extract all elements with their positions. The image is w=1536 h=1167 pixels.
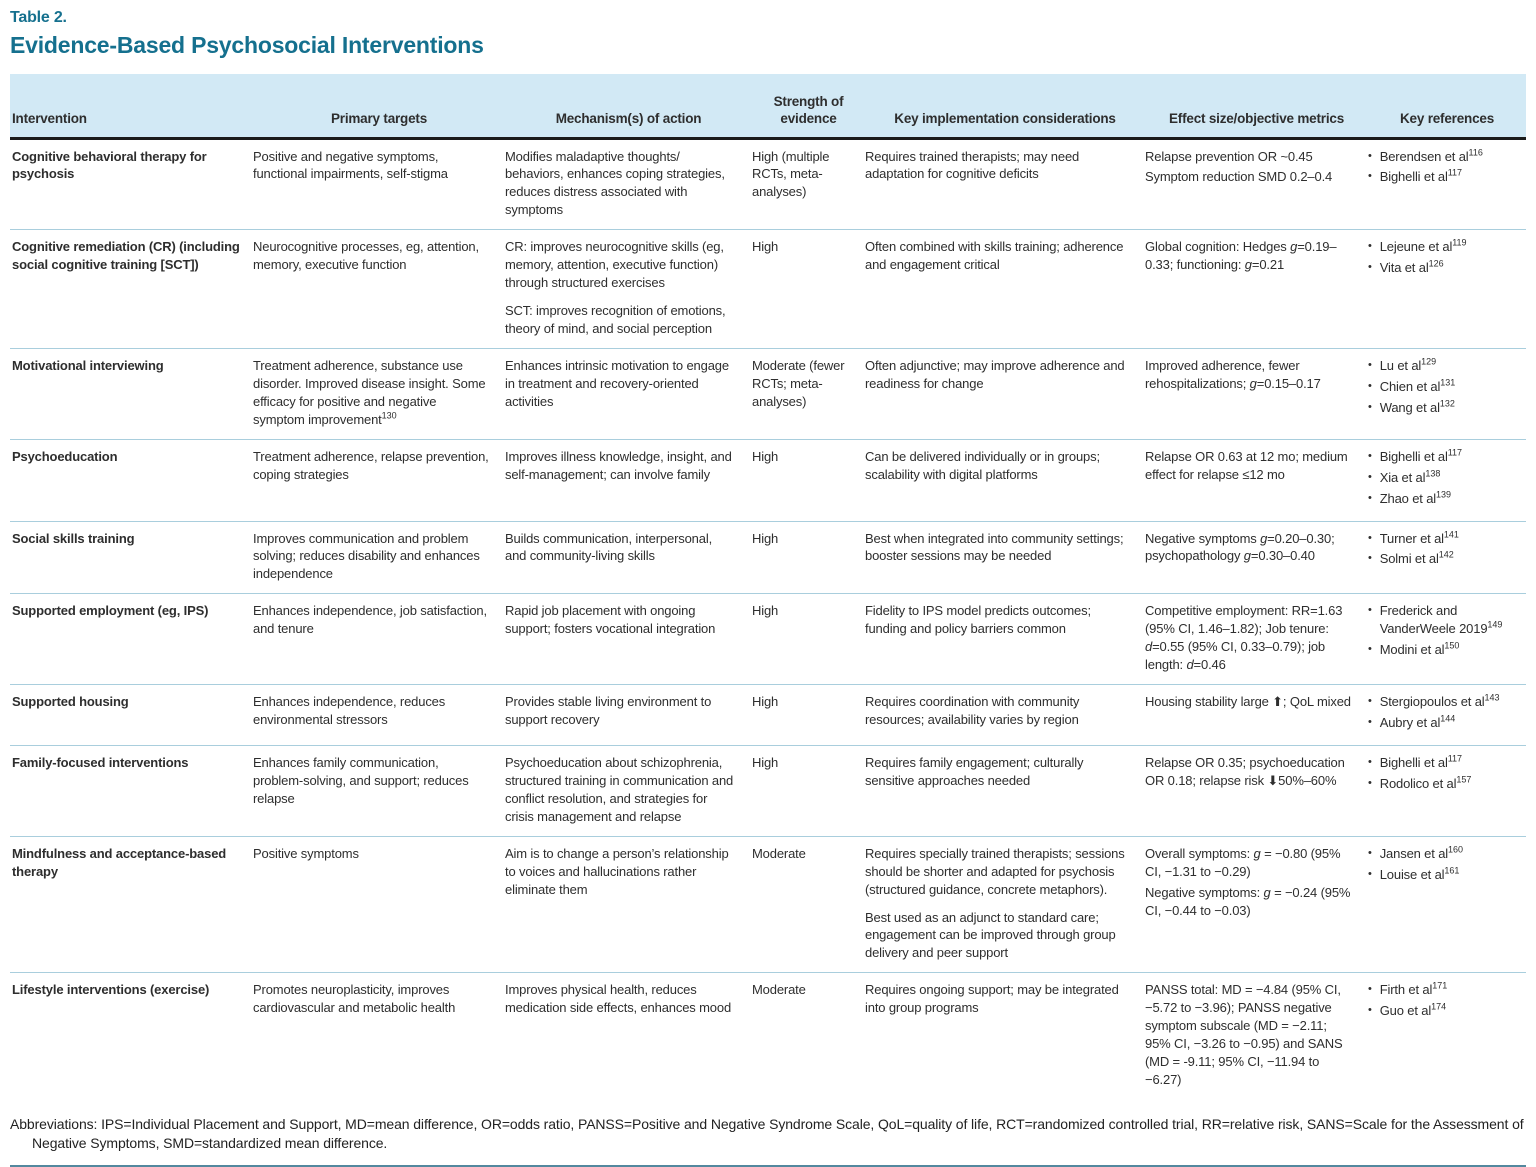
cell-strength-of-evidence-text: Moderate: [752, 845, 806, 861]
cell-mechanism-text: Builds communication, interpersonal, and community-living skills: [505, 530, 713, 564]
reference-item: [1368, 641, 1510, 659]
cell-implementation: [865, 973, 1145, 1099]
cell-effect-size: [1145, 348, 1368, 439]
cell-mechanism-text: CR: improves neurocognitive skills (eg, memory, attention, executive function) through structured exercises: [505, 239, 724, 291]
cell-primary-targets-text: Positive symptoms: [253, 845, 359, 861]
reference-item: [1368, 238, 1510, 256]
table-row: [10, 973, 1526, 1099]
cell-intervention-text: Cognitive remediation (CR) (including social cognitive training [SCT]): [12, 239, 240, 273]
bullet-icon: •: [1368, 240, 1372, 253]
cell-strength-of-evidence: [752, 745, 865, 836]
cell-key-references: [1368, 230, 1526, 349]
reference-text: Frederick and VanderWeele 2019$^{149}$: [1379, 603, 1503, 637]
column-header-3: Strength of evidence: [752, 74, 865, 138]
cell-effect-size-text: Symptom reduction SMD 0.2–0.4: [1145, 169, 1333, 185]
reference-item: [1368, 148, 1510, 166]
bullet-icon: •: [1368, 716, 1372, 729]
cell-mechanism: [505, 138, 752, 230]
reference-item: [1368, 469, 1510, 487]
cell-effect-size-text: Relapse OR 0.35; psychoeducation OR 0.18; relapse risk ⬇50%–60%: [1145, 754, 1345, 788]
cell-strength-of-evidence-text: High (multiple RCTs, meta-analyses): [752, 148, 830, 200]
cell-primary-targets: [253, 685, 505, 746]
cell-implementation: [865, 594, 1145, 685]
reference-item: [1368, 693, 1510, 711]
reference-item: [1368, 866, 1510, 884]
table-row: [10, 348, 1526, 439]
cell-primary-targets-text: Enhances independence, job satisfaction, and tenure: [253, 603, 487, 637]
reference-list: [1368, 602, 1510, 659]
cell-intervention-text: Psychoeducation: [12, 448, 118, 464]
cell-primary-targets: [253, 348, 505, 439]
cell-strength-of-evidence: [752, 230, 865, 349]
cell-mechanism: [505, 594, 752, 685]
cell-effect-size: [1145, 745, 1368, 836]
cell-implementation: [865, 348, 1145, 439]
cell-primary-targets: [253, 439, 505, 521]
reference-item: [1368, 754, 1510, 772]
reference-item: [1368, 714, 1510, 732]
bullet-icon: •: [1368, 643, 1372, 656]
cell-effect-size: [1145, 230, 1368, 349]
reference-text: Aubry et $al^{144}$: [1379, 713, 1456, 731]
cell-primary-targets: [253, 836, 505, 973]
cell-intervention: [10, 745, 253, 836]
cell-effect-size-text: Housing stability large ⬆; QoL mixed: [1145, 694, 1351, 710]
cell-effect-size-text: Improved adherence, fewer rehospitalizations; g=0.15–0.17: [1145, 357, 1321, 391]
reference-item: [1368, 530, 1510, 548]
reference-text: Chien et $al^{131}$: [1379, 377, 1456, 394]
reference-text: Wang et $al^{132}$: [1379, 398, 1455, 415]
cell-intervention: [10, 521, 253, 594]
cell-strength-of-evidence-text: Moderate: [752, 982, 806, 998]
cell-mechanism-text: Provides stable living environment to support recovery: [505, 694, 712, 728]
cell-primary-targets-text: Neurocognitive processes, eg, attention, memory, executive function: [253, 239, 479, 273]
cell-mechanism: [505, 439, 752, 521]
reference-text: Jansen et $al^{160}$: [1379, 844, 1464, 861]
cell-primary-targets-text: Enhances independence, reduces environmental stressors: [253, 694, 446, 728]
cell-strength-of-evidence-text: High: [752, 754, 779, 770]
cell-effect-size: [1145, 836, 1368, 973]
page-title: Evidence-Based Psychosocial Interventions: [10, 32, 484, 59]
reference-item: [1368, 168, 1510, 186]
cell-strength-of-evidence-text: Moderate (fewer RCTs; meta-analyses): [752, 357, 845, 409]
cell-mechanism-text: Psychoeducation about schizophrenia, structured training in communication and conflict resolution, and strategies for crisis management and relapse: [505, 754, 734, 824]
table-row: [10, 439, 1526, 521]
reference-item: [1368, 775, 1510, 793]
reference-item: [1368, 490, 1510, 508]
cell-intervention: [10, 685, 253, 746]
cell-implementation-text: Requires ongoing support; may be integrated into group programs: [865, 982, 1119, 1016]
bullet-icon: •: [1368, 846, 1372, 859]
cell-primary-targets: [253, 521, 505, 594]
cell-primary-targets: [253, 230, 505, 349]
cell-effect-size: [1145, 138, 1368, 230]
reference-list: [1368, 148, 1510, 187]
cell-mechanism: [505, 973, 752, 1099]
cell-intervention-text: Motivational interviewing: [12, 357, 164, 373]
reference-text: Rodolico et $al^{157}$: [1379, 774, 1472, 791]
bullet-icon: •: [1368, 379, 1372, 392]
cell-primary-targets-text: Promotes neuroplasticity, improves cardiovascular and metabolic health: [253, 982, 456, 1016]
reference-list: [1368, 693, 1510, 732]
reference-text: Solmi et $al^{142}$: [1379, 550, 1454, 567]
reference-item: [1368, 357, 1510, 375]
reference-item: [1368, 378, 1510, 396]
bullet-icon: •: [1368, 400, 1372, 413]
bullet-icon: •: [1368, 867, 1372, 880]
table-label: Table 2.: [10, 9, 67, 26]
cell-implementation-text: Requires coordination with community resources; availability varies by region: [865, 694, 1080, 728]
reference-text: Zhao et $al^{139}$: [1379, 489, 1452, 506]
cell-intervention-text: Family-focused interventions: [12, 754, 189, 770]
cell-intervention-text: Lifestyle interventions (exercise): [12, 982, 210, 998]
column-header-2: Mechanism(s) of action: [505, 74, 752, 138]
reference-text: Vita et $al^{126}$: [1379, 258, 1444, 276]
reference-text: Stergiopoulos et $al^{143}$: [1379, 692, 1500, 710]
bullet-icon: •: [1368, 1004, 1372, 1017]
column-header-1: Primary targets: [253, 74, 505, 138]
cell-strength-of-evidence: [752, 348, 865, 439]
cell-implementation-text: Fidelity to IPS model predicts outcomes; funding and policy barriers common: [865, 603, 1091, 637]
cell-intervention-text: Mindfulness and acceptance-based therapy: [12, 845, 227, 879]
cell-implementation: [865, 138, 1145, 230]
reference-list: [1368, 357, 1510, 417]
table-row: [10, 521, 1526, 594]
cell-intervention-text: Supported housing: [12, 694, 129, 710]
cell-effect-size-text: Relapse OR 0.63 at 12 mo; medium effect for relapse ≤12 mo: [1145, 448, 1348, 482]
cell-key-references: [1368, 745, 1526, 836]
cell-implementation-text: Can be delivered individually or in groups; scalability with digital platforms: [865, 448, 1100, 482]
cell-implementation-text: Best when integrated into community settings; booster sessions may be needed: [865, 530, 1124, 564]
cell-primary-targets-text: Improves communication and problem solving; reduces disability and enhances independence: [253, 530, 480, 582]
cell-implementation: [865, 439, 1145, 521]
reference-list: [1368, 238, 1510, 277]
cell-key-references: [1368, 685, 1526, 746]
cell-implementation: [865, 745, 1145, 836]
cell-intervention: [10, 836, 253, 973]
cell-mechanism: [505, 836, 752, 973]
cell-primary-targets-text: Treatment adherence, relapse prevention, coping strategies: [253, 448, 489, 482]
footnote: Abbreviations: IPS=Individual Placement and Support, MD=mean difference, OR=odds ratio, PANSS=Positive and Negative Syndrome Scale, QoL=quality of life, RCT=randomized controlled trial, RR=relative risk, SANS=Scale for the Assessment of Negative Symptoms, SMD=standardized mean difference.: [10, 1115, 1524, 1151]
bullet-icon: •: [1368, 983, 1372, 996]
reference-item: [1368, 399, 1510, 417]
cell-implementation: [865, 836, 1145, 973]
reference-text: Bighelli et $al^{117}$: [1379, 753, 1463, 770]
cell-mechanism: [505, 230, 752, 349]
reference-list: [1368, 754, 1510, 793]
cell-key-references: [1368, 439, 1526, 521]
reference-item: [1368, 550, 1510, 568]
cell-primary-targets: [253, 138, 505, 230]
reference-item: [1368, 448, 1510, 466]
cell-strength-of-evidence-text: High: [752, 530, 779, 546]
column-header-4: Key implementation considerations: [865, 74, 1145, 138]
reference-item: [1368, 259, 1510, 277]
table-row: [10, 836, 1526, 973]
cell-mechanism-text: Improves illness knowledge, insight, and self-management; can involve family: [505, 448, 732, 482]
cell-implementation: [865, 230, 1145, 349]
cell-effect-size: [1145, 439, 1368, 521]
cell-mechanism-text: Aim is to change a person’s relationship to voices and hallucinations rather eliminate them: [505, 845, 729, 897]
reference-text: Modini et $al^{150}$: [1379, 640, 1460, 658]
reference-text: Berendsen et $al^{116}$: [1379, 147, 1483, 164]
reference-list: [1368, 981, 1510, 1020]
cell-key-references: [1368, 138, 1526, 230]
cell-mechanism-text: Rapid job placement with ongoing support; fosters vocational integration: [505, 603, 716, 637]
bullet-icon: •: [1368, 491, 1372, 504]
cell-mechanism: [505, 521, 752, 594]
bullet-icon: •: [1368, 470, 1372, 483]
cell-mechanism-text: Improves physical health, reduces medication side effects, enhances mood: [505, 982, 732, 1016]
cell-primary-targets: [253, 594, 505, 685]
cell-key-references: [1368, 348, 1526, 439]
cell-strength-of-evidence: [752, 973, 865, 1099]
reference-text: Firth et $al^{171}$: [1379, 981, 1448, 998]
table-body: [10, 138, 1526, 1099]
cell-effect-size-text: Negative symptoms: g = −0.24 (95% CI, −0.44 to −0.03): [1145, 884, 1351, 918]
cell-effect-size-text: PANSS total: MD = −4.84 (95% CI, −5.72 to −3.96); PANSS negative symptom subscale (MD = −2.11; 95% CI, −3.26 to −0.95) and SANS (MD = -9.11; 95% CI, −11.94 to −6.27): [1145, 982, 1343, 1088]
cell-strength-of-evidence: [752, 138, 865, 230]
bullet-icon: •: [1368, 604, 1372, 617]
bullet-icon: •: [1368, 695, 1372, 708]
cell-implementation-text: Requires trained therapists; may need adaptation for cognitive deficits: [865, 148, 1080, 182]
cell-intervention: [10, 439, 253, 521]
cell-effect-size-text: Negative symptoms g=0.20–0.30; psychopathology g=0.30–0.40: [1145, 530, 1335, 564]
bottom-rule: [10, 1165, 1526, 1167]
cell-primary-targets-text: Positive and negative symptoms, functional impairments, self-stigma: [253, 148, 448, 182]
reference-list: [1368, 530, 1510, 569]
cell-intervention-text: Supported employment (eg, IPS): [12, 603, 209, 619]
reference-list: [1368, 845, 1510, 884]
cell-mechanism-text: SCT: improves recognition of emotions, theory of mind, and social perception: [505, 303, 726, 337]
cell-key-references: [1368, 521, 1526, 594]
cell-strength-of-evidence: [752, 836, 865, 973]
reference-item: [1368, 981, 1510, 999]
cell-implementation-text: Often combined with skills training; adherence and engagement critical: [865, 239, 1124, 273]
cell-effect-size: [1145, 685, 1368, 746]
cell-effect-size-text: Overall symptoms: g = −0.80 (95% CI, −1.31 to −0.29): [1145, 845, 1341, 879]
cell-strength-of-evidence: [752, 685, 865, 746]
cell-mechanism: [505, 745, 752, 836]
reference-item: [1368, 1002, 1510, 1020]
cell-strength-of-evidence-text: High: [752, 239, 779, 255]
reference-item: [1368, 845, 1510, 863]
cell-intervention: [10, 348, 253, 439]
column-header-6: Key references: [1368, 74, 1526, 138]
cell-key-references: [1368, 836, 1526, 973]
cell-key-references: [1368, 973, 1526, 1099]
reference-text: Turner et $al^{141}$: [1379, 529, 1459, 546]
cell-intervention: [10, 230, 253, 349]
cell-effect-size: [1145, 594, 1368, 685]
cell-intervention: [10, 973, 253, 1099]
cell-intervention: [10, 138, 253, 230]
cell-intervention-text: Social skills training: [12, 530, 135, 546]
cell-implementation-text: Requires family engagement; culturally sensitive approaches needed: [865, 754, 1084, 788]
cell-strength-of-evidence: [752, 521, 865, 594]
cell-strength-of-evidence-text: High: [752, 448, 779, 464]
table-row: [10, 138, 1526, 230]
bullet-icon: •: [1368, 449, 1372, 462]
reference-list: [1368, 448, 1510, 508]
reference-text: Bighelli et $al^{117}$: [1379, 447, 1463, 464]
bullet-icon: •: [1368, 261, 1372, 274]
bullet-icon: •: [1368, 358, 1372, 371]
evidence-table: [10, 74, 1526, 1099]
cell-key-references: [1368, 594, 1526, 685]
column-header-0: Intervention: [10, 74, 253, 138]
cell-implementation: [865, 521, 1145, 594]
cell-strength-of-evidence-text: High: [752, 694, 779, 710]
bullet-icon: •: [1368, 531, 1372, 544]
cell-effect-size: [1145, 973, 1368, 1099]
table-row: [10, 745, 1526, 836]
reference-text: Bighelli et $al^{117}$: [1379, 168, 1463, 185]
cell-intervention-text: Cognitive behavioral therapy for psychosis: [12, 148, 207, 182]
reference-text: Louise et $al^{161}$: [1379, 865, 1460, 882]
cell-primary-targets-text: Enhances family communication, problem-solving, and support; reduces relapse: [253, 754, 469, 806]
cell-implementation-text: Best used as an adjunct to standard care; engagement can be improved through group delivery and peer support: [865, 909, 1116, 961]
cell-effect-size-text: Competitive employment: RR=1.63 (95% CI, 1.46–1.82); Job tenure: d=0.55 (95% CI, 0.33–0.79); job length: d=0.46: [1145, 603, 1343, 673]
table-row: [10, 685, 1526, 746]
cell-implementation: [865, 685, 1145, 746]
reference-text: Lejeune et $al^{119}$: [1379, 237, 1467, 255]
cell-effect-size: [1145, 521, 1368, 594]
cell-mechanism-text: Enhances intrinsic motivation to engage in treatment and recovery-oriented activities: [505, 357, 729, 409]
bullet-icon: •: [1368, 755, 1372, 768]
header-row: [10, 74, 1526, 138]
cell-mechanism-text: Modifies maladaptive thoughts/ behaviors, enhances coping strategies, reduces distress associated with symptoms: [505, 148, 725, 218]
cell-primary-targets-text: Treatment adherence, substance use disorder. Improved disease insight. Some efficacy for positive and negative symptom improvement$^{130}$: [253, 357, 486, 427]
reference-text: Guo et $al^{174}$: [1379, 1001, 1447, 1019]
cell-mechanism: [505, 348, 752, 439]
cell-primary-targets: [253, 745, 505, 836]
reference-item: [1368, 602, 1510, 638]
bullet-icon: •: [1368, 776, 1372, 789]
cell-effect-size-text: Global cognition: Hedges g=0.19–0.33; functioning: g=0.21: [1145, 239, 1337, 273]
cell-mechanism: [505, 685, 752, 746]
cell-strength-of-evidence: [752, 594, 865, 685]
cell-strength-of-evidence: [752, 439, 865, 521]
cell-effect-size-text: Relapse prevention OR ~0.45: [1145, 148, 1313, 164]
cell-primary-targets: [253, 973, 505, 1099]
column-header-5: Effect size/objective metrics: [1145, 74, 1368, 138]
cell-implementation-text: Often adjunctive; may improve adherence and readiness for change: [865, 357, 1125, 391]
bullet-icon: •: [1368, 552, 1372, 565]
bullet-icon: •: [1368, 170, 1372, 183]
table-row: [10, 594, 1526, 685]
table-row: [10, 230, 1526, 349]
reference-text: Xia et $al^{138}$: [1379, 468, 1441, 485]
cell-intervention: [10, 594, 253, 685]
cell-strength-of-evidence-text: High: [752, 603, 779, 619]
bullet-icon: •: [1368, 149, 1372, 162]
cell-implementation-text: Requires specially trained therapists; sessions should be shorter and adapted for psychosis (structured guidance, concrete metaphors).: [865, 845, 1125, 897]
reference-text: Lu et $al^{129}$: [1379, 356, 1437, 373]
